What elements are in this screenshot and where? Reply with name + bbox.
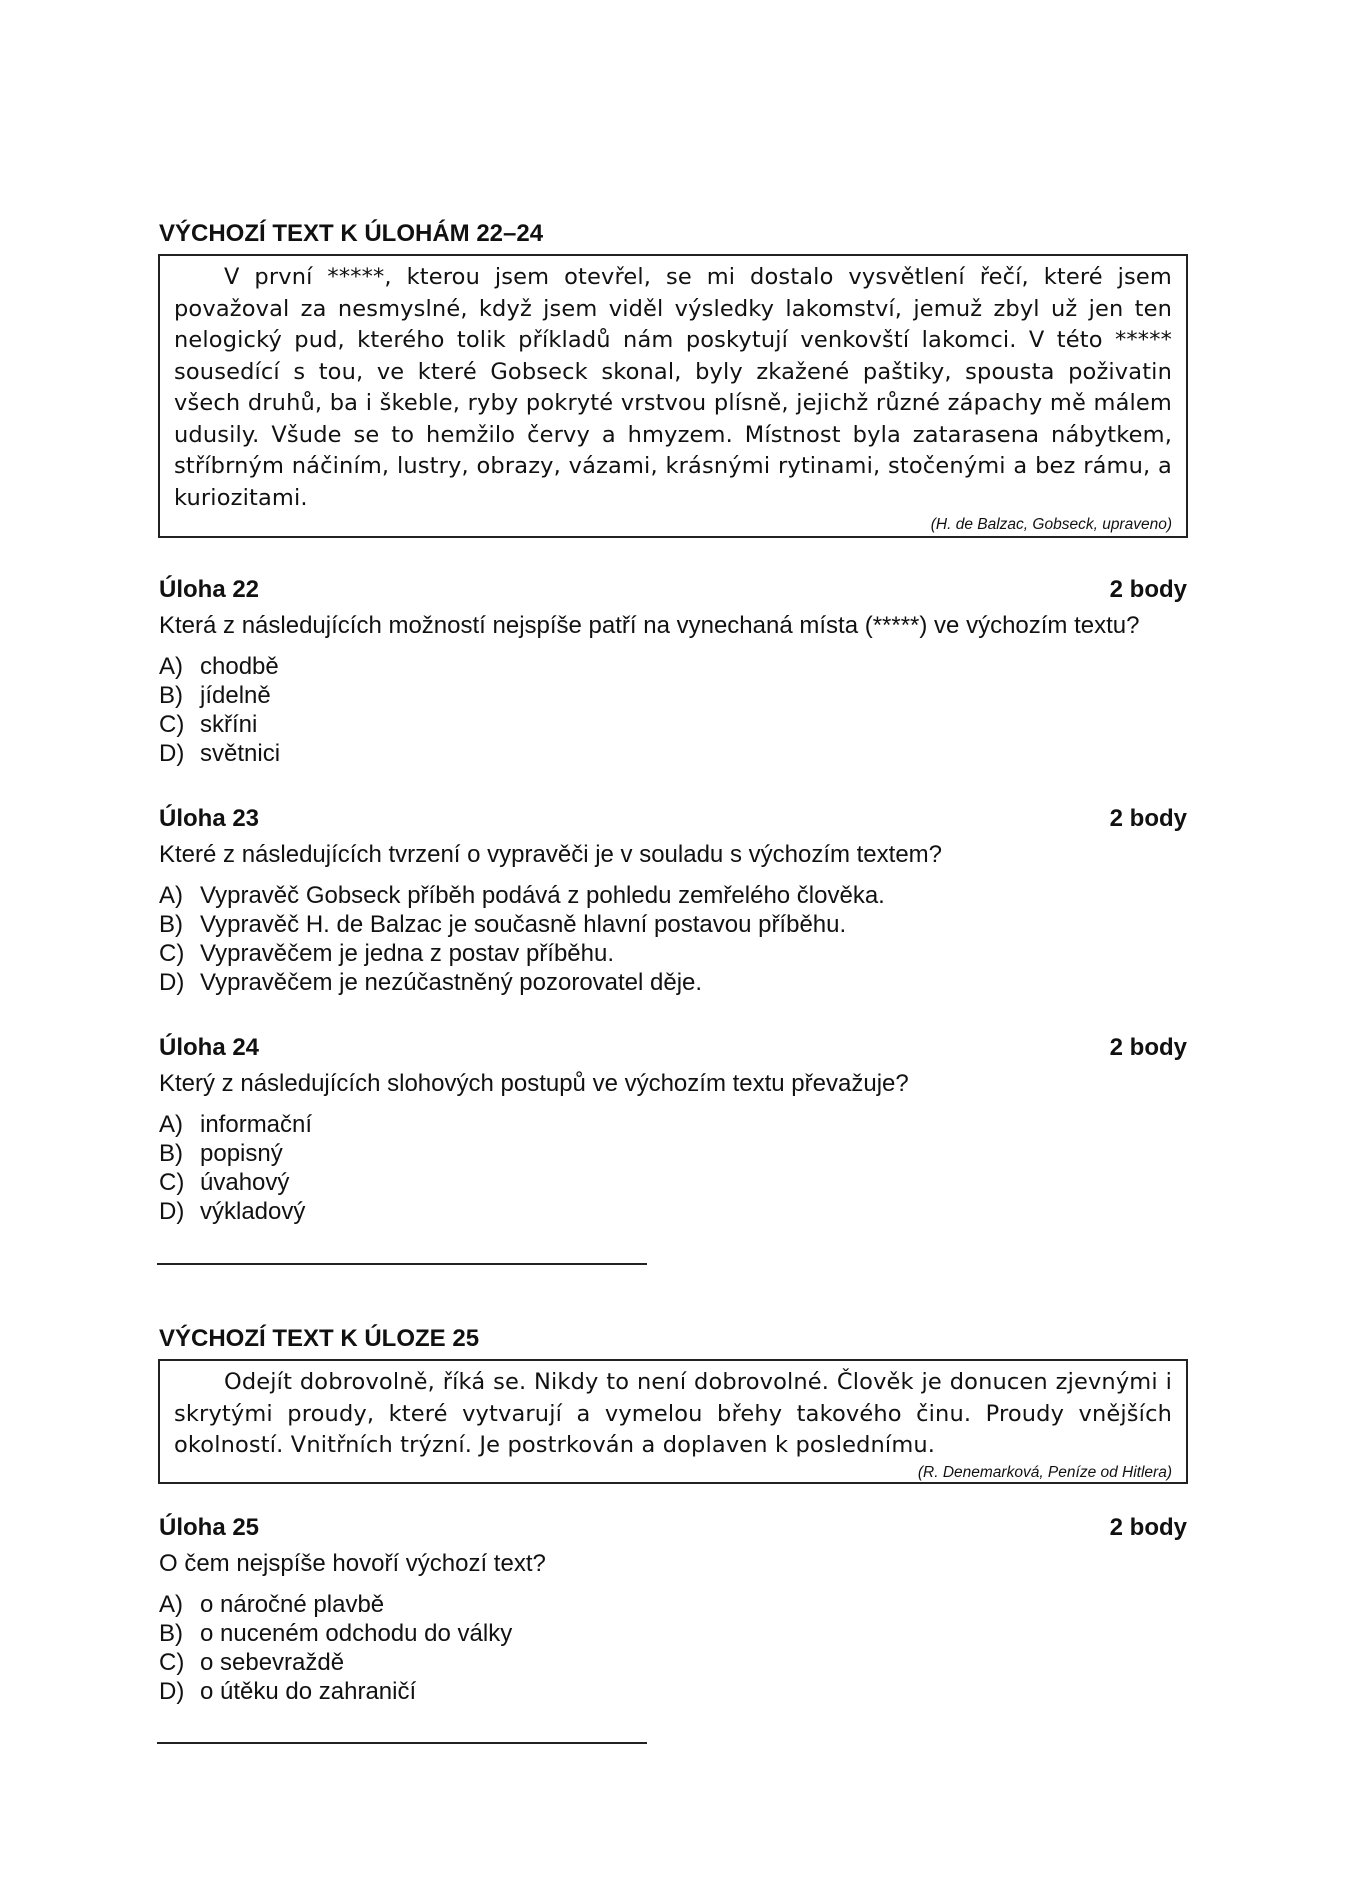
answer-option[interactable] [159,881,885,910]
option-text: skříni [200,711,258,738]
task-question: Který z následujících slohových postupů ve výchozím textu převažuje? [159,1070,909,1097]
option-letter: A) [159,653,183,680]
answer-option[interactable] [159,739,280,768]
answer-options [159,1110,312,1226]
option-text: o nuceném odchodu do války [200,1620,513,1647]
option-text: chodbě [200,653,279,680]
task-title: Úloha 22 [159,576,260,603]
option-text: jídelně [200,682,271,709]
option-letter: B) [159,1140,183,1167]
option-letter: C) [159,1169,185,1196]
option-text: popisný [200,1140,283,1167]
option-letter: B) [159,682,183,709]
option-letter: D) [159,740,185,767]
option-text: Vypravěč H. de Balzac je současně hlavní postavou příběhu. [200,911,847,938]
section-heading: VÝCHOZÍ TEXT K ÚLOZE 25 [159,1325,480,1352]
answer-option[interactable] [159,1197,312,1226]
answer-option[interactable] [159,1168,312,1197]
option-text: výkladový [200,1198,306,1225]
task-question: Které z následujících tvrzení o vypravěči je v souladu s výchozím textem? [159,841,943,868]
option-letter: D) [159,1198,185,1225]
task-header [159,1034,1187,1062]
answer-option[interactable] [159,681,280,710]
answer-option[interactable] [159,1619,512,1648]
option-letter: B) [159,1620,183,1647]
option-text: o náročné plavbě [200,1591,385,1618]
answer-option[interactable] [159,1677,512,1706]
answer-option[interactable] [159,1110,312,1139]
option-letter: B) [159,911,183,938]
task-header [159,576,1187,604]
answer-option[interactable] [159,968,885,997]
option-text: o sebevraždě [200,1649,345,1676]
section-heading: VÝCHOZÍ TEXT K ÚLOHÁM 22–24 [159,220,544,247]
task-title: Úloha 23 [159,805,260,832]
option-letter: C) [159,940,185,967]
answer-option[interactable] [159,710,280,739]
task-points: 2 body [1109,576,1187,603]
option-text: Vypravěč Gobseck příběh podává z pohledu zemřelého člověka. [200,882,885,909]
task-header [159,805,1187,833]
task-title: Úloha 25 [159,1514,260,1541]
option-letter: D) [159,969,185,996]
source-text-passage: V první *****, kterou jsem otevřel, se mi dostalo vysvětlení řečí, které jsem považoval za nesmyslné, když jsem viděl výsledky lakomství, jemuž zbyl už jen ten nelogický pud, kterého tolik příkladů nám poskytují venkovští lakomci. V této ***** sousedící s tou, ve které Gobseck skonal, byly zkažené paštiky, spousta poživatin všech druhů, ba i škeble, ryby pokryté vrstvou plísně, jejichž různé zápachy mě málem udusily. Všude se to hemžilo červy a hmyzem. Místnost byla zatarasena nábytkem, stříbrným náčiním, lustry, obrazy, vázami, krásnými rytinami, stočenými a bez rámu, a kuriozitami. [174,264,1172,511]
option-text: úvahový [200,1169,290,1196]
option-letter: D) [159,1678,185,1705]
task-title: Úloha 24 [159,1034,260,1061]
section-divider [157,1263,647,1265]
source-text-box [158,1359,1188,1484]
answer-option[interactable] [159,939,885,968]
task-points: 2 body [1109,1034,1187,1061]
option-letter: C) [159,711,185,738]
section-divider [157,1742,647,1744]
answer-options [159,652,280,768]
option-letter: A) [159,882,183,909]
option-text: Vypravěčem je jedna z postav příběhu. [200,940,615,967]
option-text: o útěku do zahraničí [200,1678,417,1705]
answer-option[interactable] [159,1139,312,1168]
task-points: 2 body [1109,1514,1187,1541]
source-text-box [158,254,1188,538]
answer-option[interactable] [159,910,885,939]
option-letter: A) [159,1111,183,1138]
task-points: 2 body [1109,805,1187,832]
option-letter: C) [159,1649,185,1676]
task-header [159,1514,1187,1542]
source-citation: (R. Denemarková, Peníze od Hitlera) [917,1463,1172,1481]
task-question: O čem nejspíše hovoří výchozí text? [159,1550,546,1577]
answer-option[interactable] [159,1590,512,1619]
option-text: informační [200,1111,313,1138]
source-text-passage: Odejít dobrovolně, říká se. Nikdy to není dobrovolné. Člověk je donucen zjevnými i skrytými proudy, které vytvarují a vymelou břehy takového činu. Proudy vnějších okolností. Vnitřních trýzní. Je postrkován a doplaven k poslednímu. [174,1369,1172,1458]
answer-option[interactable] [159,1648,512,1677]
source-citation: (H. de Balzac, Gobseck, upraveno) [930,516,1172,533]
task-question: Která z následujících možností nejspíše patří na vynechaná místa (*****) ve výchozím textu? [159,612,1140,639]
answer-option[interactable] [159,652,280,681]
option-text: Vypravěčem je nezúčastněný pozorovatel děje. [200,969,703,996]
option-letter: A) [159,1591,183,1618]
answer-options [159,1590,512,1706]
option-text: světnici [200,740,281,767]
answer-options [159,881,885,997]
